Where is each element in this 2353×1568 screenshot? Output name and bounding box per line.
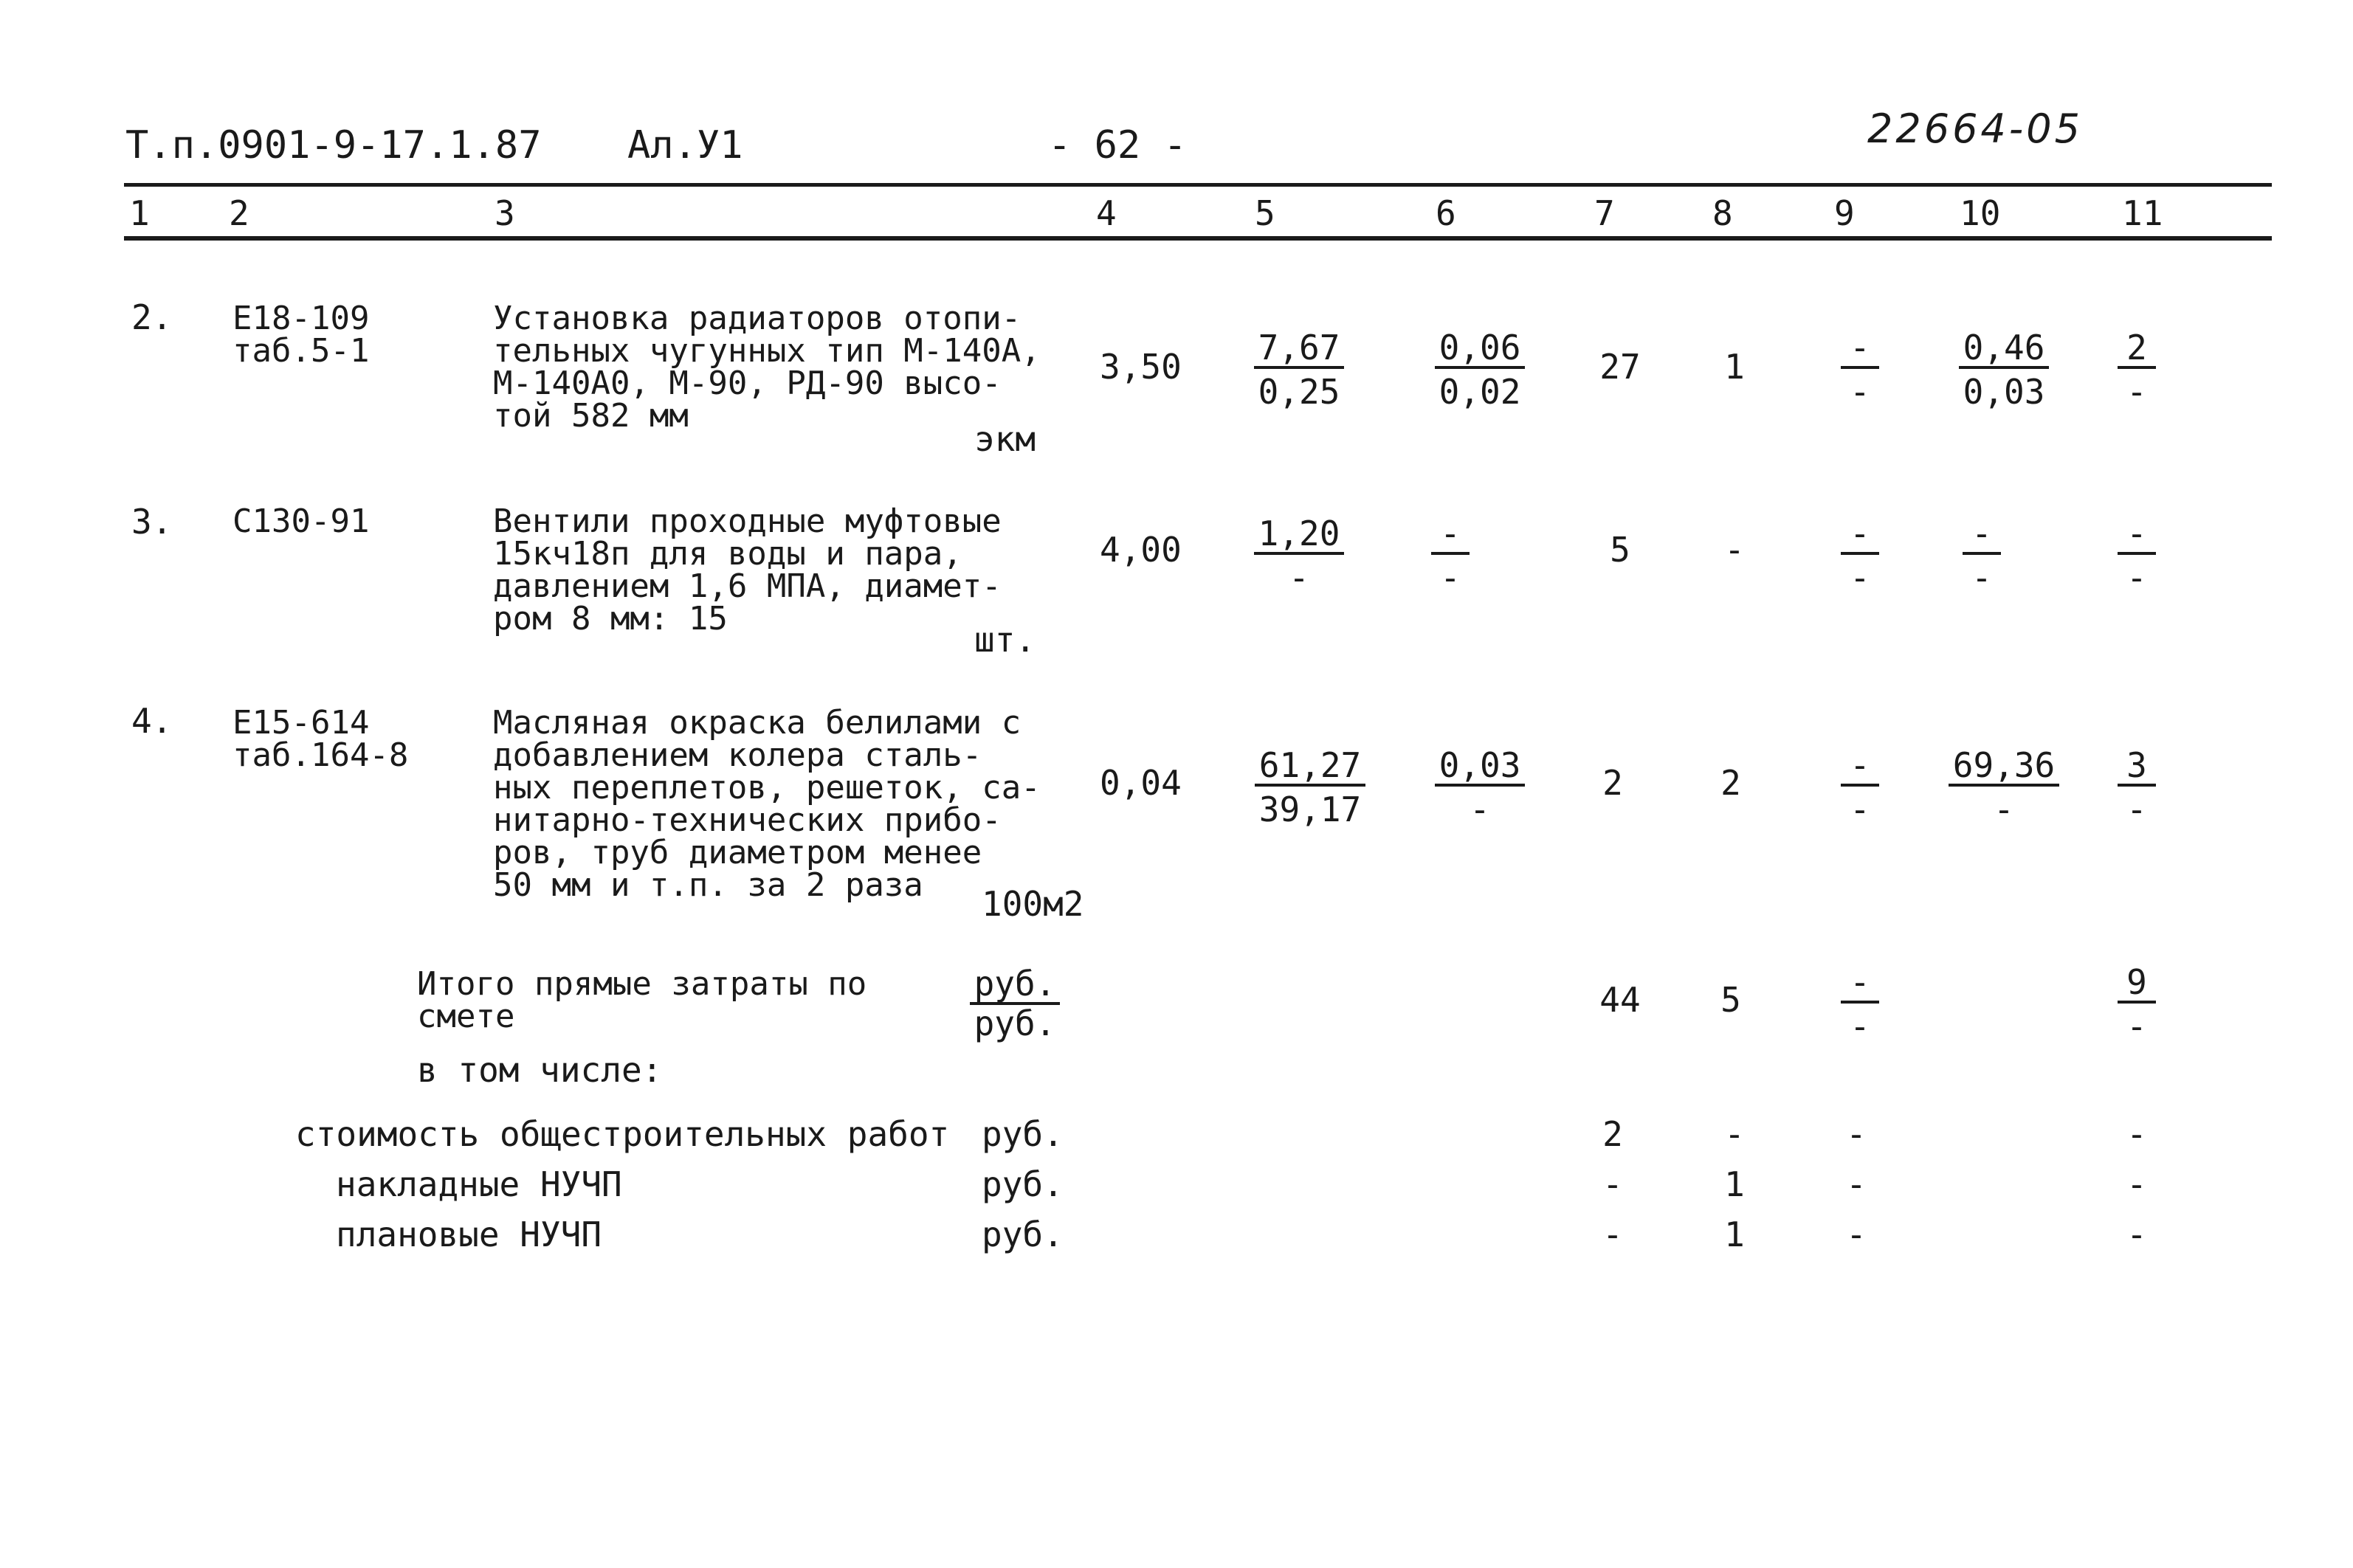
total-labor-hours: 3 - — [2074, 747, 2199, 828]
unit-cost: $\frac{61,27}{39,17}$ — [1247, 747, 1373, 828]
rate-code: С130-91 — [232, 502, 370, 540]
machine-cost: - - — [1797, 747, 1923, 828]
quantity: 3,50 — [1100, 347, 1182, 387]
totals-label: Итого прямые затраты по смете — [417, 965, 867, 1035]
document-id: Т.п.0901-9-17.1.87 — [125, 123, 542, 167]
column-number: 11 — [2122, 193, 2163, 233]
breakdown-label: стоимость общестроительных работ — [295, 1114, 950, 1154]
column-number: 8 — [1712, 193, 1733, 233]
column-number: 10 — [1960, 193, 2001, 233]
unit-cost-labor: 0,03 - — [1417, 747, 1543, 828]
unit-of-measure: 100м2 — [982, 884, 1084, 924]
labor-hours: 69,36 - — [1941, 747, 2067, 828]
totals-unit: руб. руб. — [960, 965, 1070, 1042]
breakdown-label: плановые НУЧП — [336, 1215, 602, 1254]
page-number: - 62 - — [1048, 123, 1187, 167]
album-number: Ал.У1 — [627, 123, 743, 167]
breakdown-unit: руб. — [982, 1114, 1064, 1154]
column-number: 2 — [229, 193, 249, 233]
breakdown-labor-hours: - — [2126, 1114, 2147, 1154]
breakdown-unit: руб. — [982, 1215, 1064, 1254]
totals-labor-hours: 9 - — [2074, 964, 2199, 1045]
breakdown-label: накладные НУЧП — [336, 1164, 622, 1204]
unit-of-measure: экм — [974, 419, 1036, 459]
totals-labor-cost: 5 — [1720, 980, 1741, 1020]
labor-hours: - - — [1919, 515, 2044, 596]
labor-cost: 2 — [1720, 763, 1741, 803]
machine-cost: - - — [1797, 329, 1923, 410]
inventory-stamp: 22664-05 — [1867, 106, 2083, 152]
quantity: 4,00 — [1100, 530, 1182, 570]
breakdown-total-cost: 2 — [1602, 1114, 1623, 1154]
labor-cost: - — [1724, 530, 1745, 570]
work-description: Вентили проходные муфтовые 15кч18п для воды и пара, давлением 1,6 МПА, диамет- ром 8 мм: 15 — [493, 502, 1002, 638]
breakdown-machine-cost: - — [1846, 1164, 1867, 1204]
column-number: 5 — [1255, 193, 1275, 233]
rate-code: Е18-109 таб.5-1 — [232, 300, 370, 370]
breakdown-total-cost: - — [1602, 1215, 1623, 1254]
total-labor-hours: - - — [2074, 515, 2199, 596]
row-number: 4. — [131, 701, 173, 741]
totals-total-cost: 44 — [1599, 980, 1641, 1020]
work-description: Масляная окраска белилами с добавлением колера сталь- ных переплетов, решеток, са- нитарно-технических прибо- ров, труб диаметром менее 50 мм и т.п. за 2 раза — [493, 704, 1041, 904]
breakdown-labor-cost: - — [1724, 1114, 1745, 1154]
breakdown-labor-cost: 1 — [1724, 1215, 1745, 1254]
breakdown-labor-hours: - — [2126, 1215, 2147, 1254]
header-top-rule — [124, 183, 2272, 187]
total-cost: 27 — [1599, 347, 1641, 387]
work-description: Установка радиаторов отопи- тельных чугунных тип М-140А, М-140А0, М-90, РД-90 высо- той 582 мм — [493, 300, 1041, 435]
header-bottom-rule — [124, 236, 2272, 241]
breakdown-labor-hours: - — [2126, 1164, 2147, 1204]
rate-code: Е15-614 таб.164-8 — [232, 704, 409, 774]
total-cost: 2 — [1602, 763, 1623, 803]
unit-cost-labor: $\frac{0,06}{0,02}$ — [1417, 329, 1543, 410]
column-number: 9 — [1834, 193, 1855, 233]
total-cost: 5 — [1610, 530, 1630, 570]
column-number: 4 — [1096, 193, 1117, 233]
machine-cost: - - — [1797, 515, 1923, 596]
column-number: 1 — [129, 193, 150, 233]
column-number: 3 — [495, 193, 515, 233]
totals-machine-cost: - - — [1797, 964, 1923, 1045]
total-labor-hours: 2 - — [2074, 329, 2199, 410]
column-number: 7 — [1594, 193, 1615, 233]
unit-cost-labor: - - — [1388, 515, 1513, 596]
including-label: в том числе: — [417, 1050, 663, 1090]
unit-cost: $\frac{7,67}{0,25}$ — [1236, 329, 1362, 410]
unit-of-measure: шт. — [974, 620, 1036, 660]
column-number: 6 — [1436, 193, 1456, 233]
quantity: 0,04 — [1100, 763, 1182, 803]
row-number: 2. — [131, 297, 173, 337]
breakdown-unit: руб. — [982, 1164, 1064, 1204]
unit-cost: 1,20 - — [1236, 515, 1362, 596]
breakdown-total-cost: - — [1602, 1164, 1623, 1204]
breakdown-labor-cost: 1 — [1724, 1164, 1745, 1204]
breakdown-machine-cost: - — [1846, 1114, 1867, 1154]
labor-hours: $\frac{0,46}{0,03}$ — [1941, 329, 2067, 410]
breakdown-machine-cost: - — [1846, 1215, 1867, 1254]
row-number: 3. — [131, 502, 173, 542]
labor-cost: 1 — [1724, 347, 1745, 387]
